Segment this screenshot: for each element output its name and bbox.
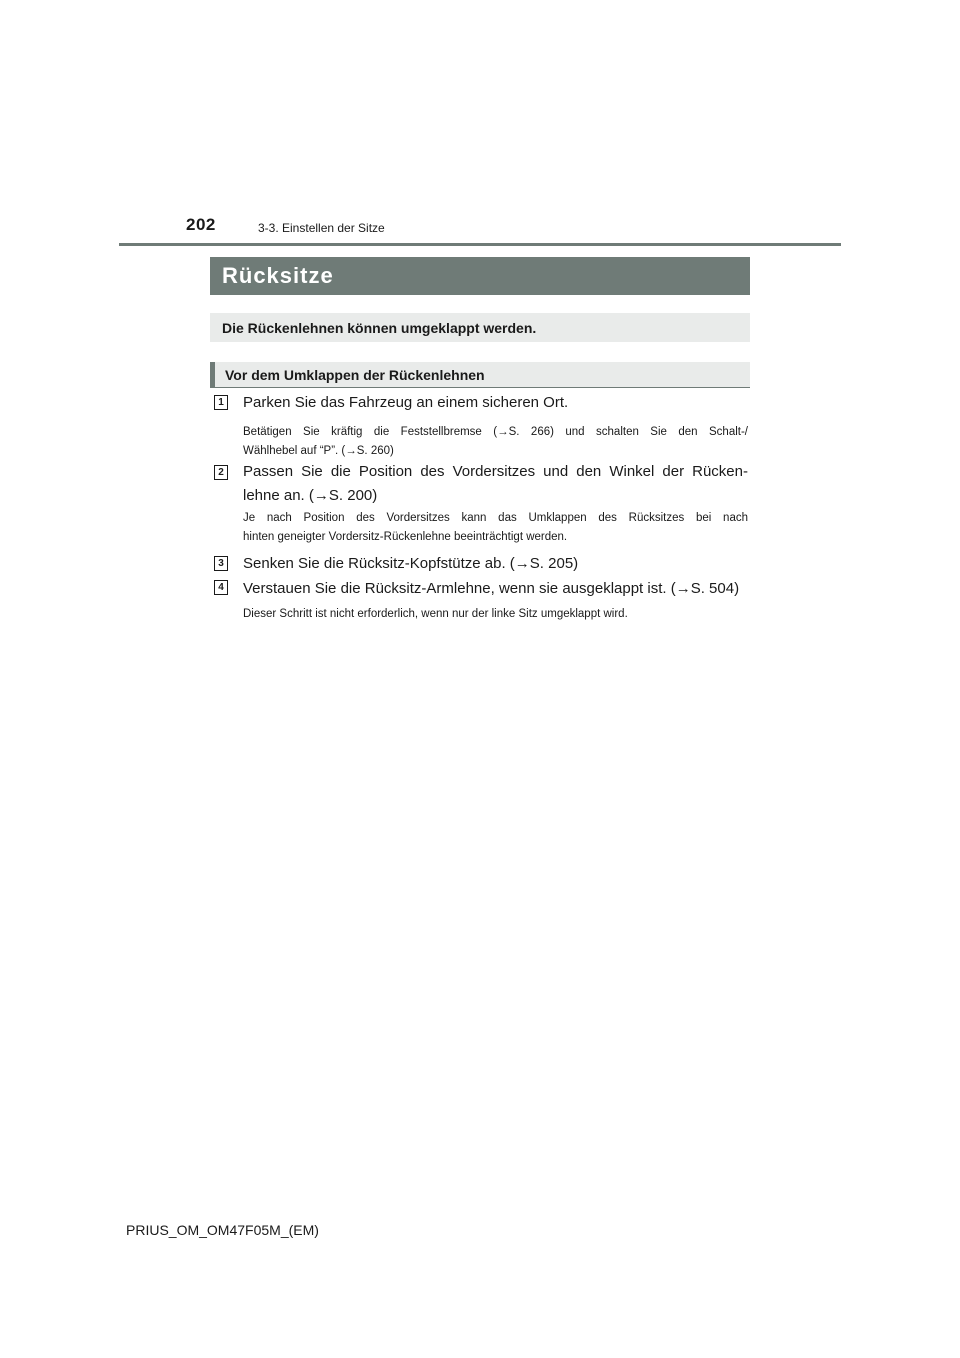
page-title: Rücksitze xyxy=(222,263,334,288)
step-note-1 xyxy=(243,423,748,461)
section-heading: Vor dem Umklappen der Rückenlehnen xyxy=(210,362,750,387)
step-text-2-line2: lehne an. (→S. 200) xyxy=(243,487,378,504)
step-note-1-line2: Wählhebel auf “P”. (→S. 260) xyxy=(243,445,394,457)
step-text-2 xyxy=(243,460,748,508)
footer-code: PRIUS_OM_OM47F05M_(EM) xyxy=(126,1222,319,1238)
intro-box: Die Rückenlehnen können umgeklappt werden. xyxy=(210,313,750,342)
step-note-2 xyxy=(243,509,748,547)
step-number-4: 4 xyxy=(214,580,228,595)
title-bar xyxy=(210,257,750,295)
step-number-2: 2 xyxy=(214,465,228,480)
step-number-1: 1 xyxy=(214,395,228,410)
step-note-4: Dieser Schritt ist nicht erforderlich, wenn nur der linke Sitz umgeklappt wird. xyxy=(243,608,628,620)
step-number-3: 3 xyxy=(214,556,228,571)
step-text-1: Parken Sie das Fahrzeug an einem sicheren Ort. xyxy=(243,394,569,411)
step-note-2-line2: hinten geneigter Vordersitz-Rückenlehne beeinträchtigt werden. xyxy=(243,531,568,543)
step-note-1-line1: Betätigen Sie kräftig die Feststellbremse (→S. 266) und schalten Sie den Schalt-/ xyxy=(243,426,748,438)
step-text-4: Verstauen Sie die Rücksitz-Armlehne, wenn sie ausgeklappt ist. (→S. 504) xyxy=(243,580,740,597)
step-text-2-line1: Passen Sie die Position des Vordersitzes und den Winkel der Rücken- xyxy=(243,463,748,480)
page-number: 202 xyxy=(186,215,216,234)
step-text-3: Senken Sie die Rücksitz-Kopfstütze ab. (→S. 205) xyxy=(243,555,579,572)
step-note-2-line1: Je nach Position des Vordersitzes kann das Umklappen des Rücksitzes bei nach xyxy=(243,512,748,524)
header-rule xyxy=(119,243,841,246)
breadcrumb: 3-3. Einstellen der Sitze xyxy=(258,221,385,235)
